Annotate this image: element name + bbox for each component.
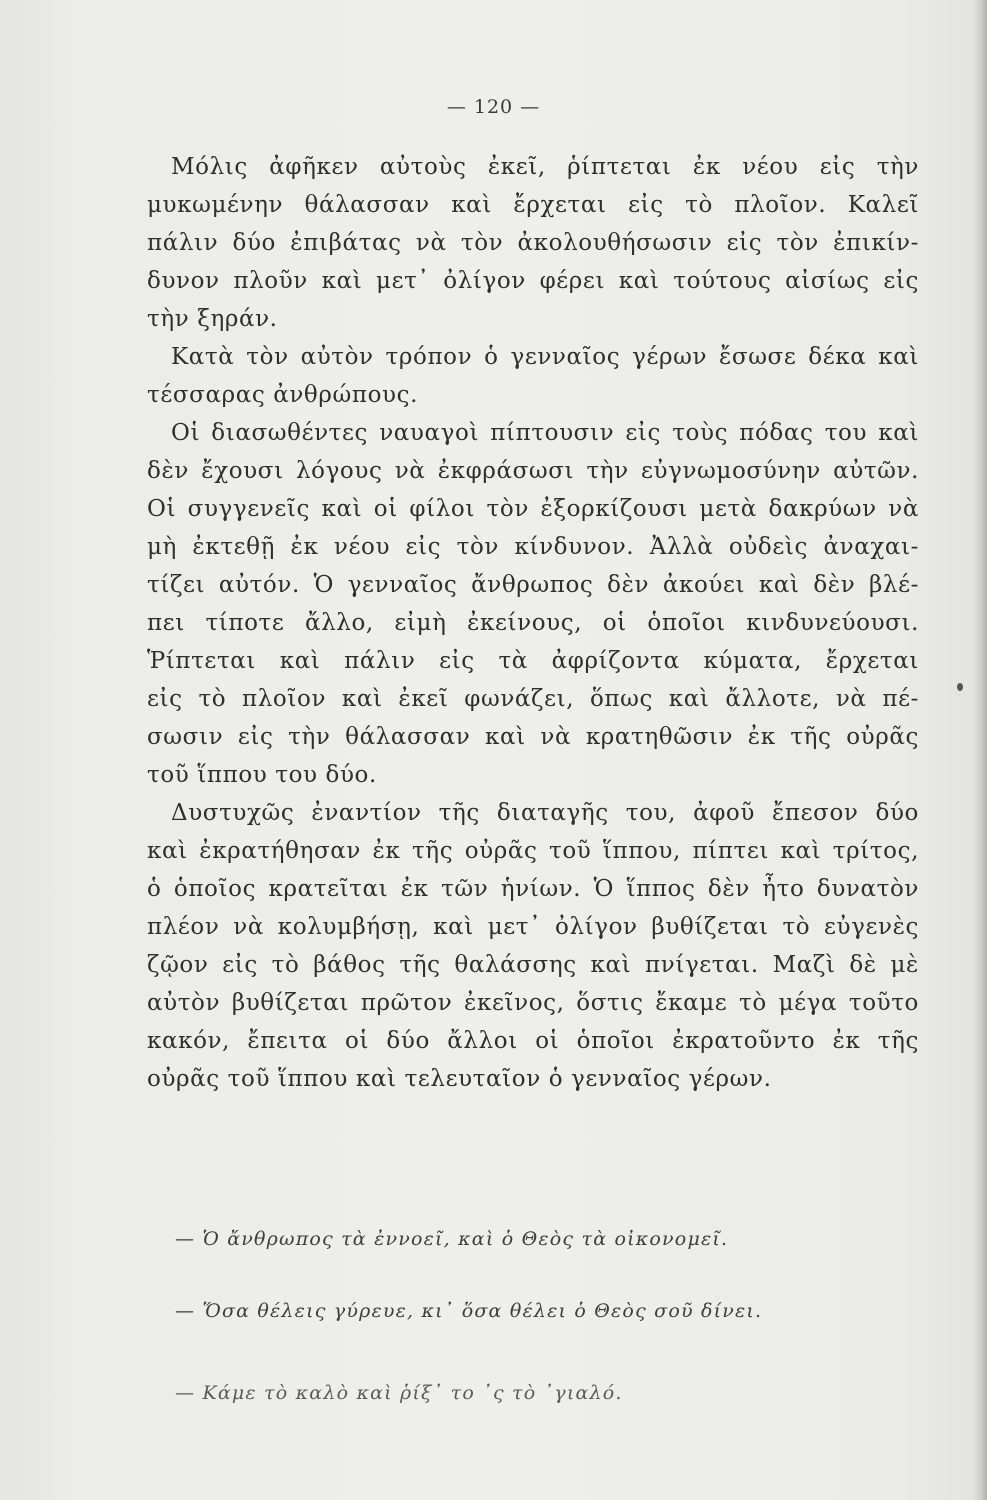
text-line: μυκωμένην θάλασσαν καὶ ἔρχεται εἰς τὸ πλοῖον. Καλεῖ bbox=[147, 192, 919, 218]
text-line: εἰς τὸ πλοῖον καὶ ἐκεῖ φωνάζει, ὅπως καὶ ἄλλοτε, νὰ πέ- bbox=[147, 686, 919, 712]
text-line: Ῥίπτεται καὶ πάλιν εἰς τὰ ἀφρίζοντα κύματα, ἔρχεται bbox=[147, 648, 919, 674]
text-line: τὴν ξηράν. bbox=[147, 306, 278, 332]
text-line: τίζει αὐτόν. Ὁ γενναῖος ἄνθρωπος δὲν ἀκούει καὶ δὲν βλέ- bbox=[147, 572, 919, 598]
text-line: ὁ ὁποῖος κρατεῖται ἐκ τῶν ἡνίων. Ὁ ἵππος δὲν ἦτο δυνατὸν bbox=[147, 876, 919, 902]
text-line: Οἱ συγγενεῖς καὶ οἱ φίλοι τὸν ἐξορκίζουσι μετὰ δακρύων νὰ bbox=[147, 496, 919, 522]
text-line: πάλιν δύο ἐπιβάτας νὰ τὸν ἀκολουθήσωσιν εἰς τὸν ἐπικίν- bbox=[147, 230, 919, 256]
proverb: — Ὅσα θέλεις γύρευε, κι᾽ ὅσα θέλει ὁ Θεὸς σοῦ δίνει. bbox=[175, 1300, 763, 1322]
text-line: Μόλις ἀφῆκεν αὐτοὺς ἐκεῖ, ῥίπτεται ἐκ νέου εἰς τὴν bbox=[171, 154, 919, 180]
ink-speck bbox=[957, 683, 963, 691]
text-line: αὐτὸν βυθίζεται πρῶτον ἐκεῖνος, ὅστις ἔκαμε τὸ μέγα τοῦτο bbox=[147, 990, 919, 1016]
proverb: — Κάμε τὸ καλὸ καὶ ῥίξ᾽ το ᾽ς τὸ ᾽γιαλό. bbox=[175, 1382, 623, 1404]
text-line: ζῷον εἰς τὸ βάθος τῆς θαλάσσης καὶ πνίγεται. Μαζὶ δὲ μὲ bbox=[147, 952, 919, 978]
text-line: δυνον πλοῦν καὶ μετ᾽ ὀλίγον φέρει καὶ τούτους αἰσίως εἰς bbox=[147, 268, 919, 294]
page-edge-shadow bbox=[973, 0, 987, 1500]
text-line: δὲν ἔχουσι λόγους νὰ ἐκφράσωσι τὴν εὐγνωμοσύνην αὐτῶν. bbox=[147, 458, 919, 484]
text-line: τοῦ ἵππου του δύο. bbox=[147, 762, 377, 788]
text-line: κακόν, ἔπειτα οἱ δύο ἄλλοι οἱ ὁποῖοι ἐκρατοῦντο ἐκ τῆς bbox=[147, 1028, 919, 1054]
proverb: — Ὁ ἄνθρωπος τὰ ἐννοεῖ, καὶ ὁ Θεὸς τὰ οἰκονομεῖ. bbox=[175, 1228, 729, 1250]
text-line: καὶ ἐκρατήθησαν ἐκ τῆς οὐρᾶς τοῦ ἵππου, πίπτει καὶ τρίτος, bbox=[147, 838, 919, 864]
text-line: Κατὰ τὸν αὐτὸν τρόπον ὁ γενναῖος γέρων ἔσωσε δέκα καὶ bbox=[171, 344, 919, 370]
text-line: πει τίποτε ἄλλο, εἰμὴ ἐκείνους, οἱ ὁποῖοι κινδυνεύουσι. bbox=[147, 610, 919, 636]
text-line: πλέον νὰ κολυμβήσῃ, καὶ μετ᾽ ὀλίγον βυθίζεται τὸ εὐγενὲς bbox=[147, 914, 919, 940]
text-line: Δυστυχῶς ἐναντίον τῆς διαταγῆς του, ἀφοῦ ἔπεσον δύο bbox=[171, 800, 919, 826]
page-number: — 120 — bbox=[446, 96, 541, 118]
text-line: μὴ ἐκτεθῇ ἐκ νέου εἰς τὸν κίνδυνον. Ἀλλὰ οὐδεὶς ἀναχαι- bbox=[147, 534, 919, 560]
text-line: σωσιν εἰς τὴν θάλασσαν καὶ νὰ κρατηθῶσιν ἐκ τῆς οὐρᾶς bbox=[147, 724, 919, 750]
text-line: τέσσαρας ἀνθρώπους. bbox=[147, 382, 418, 408]
text-line: οὐρᾶς τοῦ ἵππου καὶ τελευταῖον ὁ γενναῖος γέρων. bbox=[147, 1066, 772, 1092]
text-line: Οἱ διασωθέντες ναυαγοὶ πίπτουσιν εἰς τοὺς πόδας του καὶ bbox=[171, 420, 919, 446]
body-text bbox=[147, 148, 919, 1098]
